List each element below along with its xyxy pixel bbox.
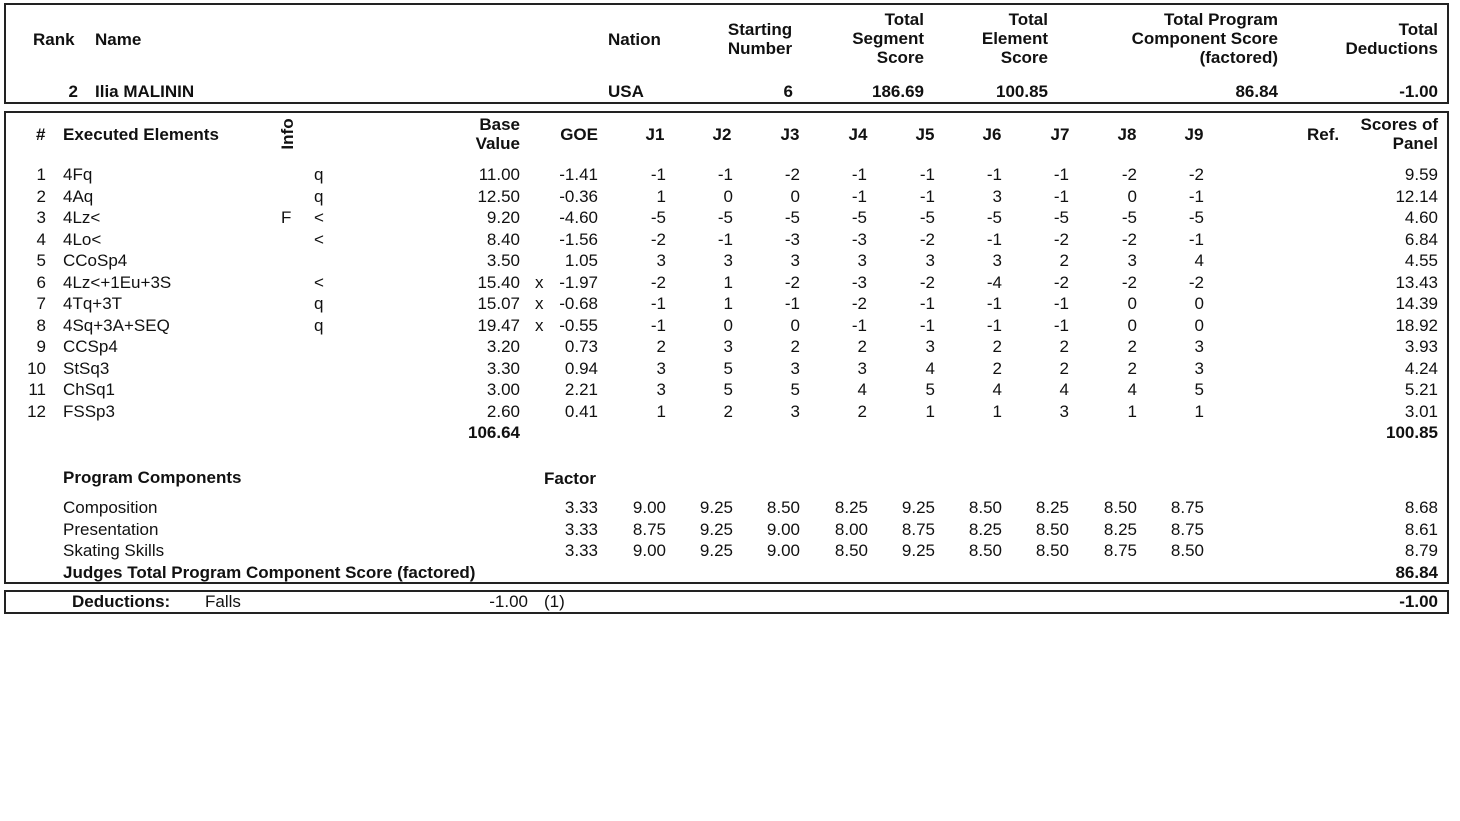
element-judge-score-j2: 0 bbox=[723, 316, 733, 335]
element-info-flag: F bbox=[281, 208, 292, 227]
element-judge-score-j7: 2 bbox=[1059, 251, 1069, 270]
component-judge-score-j7: 8.50 bbox=[1035, 520, 1069, 539]
element-number: 7 bbox=[36, 294, 46, 313]
element-judge-score-j4: -1 bbox=[851, 165, 867, 184]
tes-header: Total Element Score bbox=[981, 10, 1048, 67]
element-judge-score-j2: 3 bbox=[723, 251, 733, 270]
element-number: 9 bbox=[36, 337, 46, 356]
element-judge-score-j3: 5 bbox=[790, 380, 800, 399]
element-judge-score-j9: 1 bbox=[1194, 402, 1204, 421]
component-judge-score-j7: 8.25 bbox=[1035, 498, 1069, 517]
component-judge-score-j2: 9.25 bbox=[699, 520, 733, 539]
component-judge-score-j8: 8.75 bbox=[1103, 541, 1137, 560]
judge-header-j1: J1 bbox=[645, 125, 665, 144]
component-judge-score-j3: 9.00 bbox=[766, 520, 800, 539]
element-judge-score-j2: 5 bbox=[723, 380, 733, 399]
element-number: 11 bbox=[28, 380, 46, 399]
element-base-value: 3.30 bbox=[486, 359, 520, 378]
element-judge-score-j5: -2 bbox=[919, 273, 935, 292]
element-judge-score-j9: 4 bbox=[1194, 251, 1204, 270]
element-judge-score-j3: -5 bbox=[784, 208, 800, 227]
element-judge-score-j8: 4 bbox=[1127, 380, 1137, 399]
element-panel-score: 3.93 bbox=[1404, 337, 1438, 356]
component-judge-score-j8: 8.25 bbox=[1103, 520, 1137, 539]
element-base-value: 12.50 bbox=[477, 187, 520, 206]
element-judge-score-j5: 4 bbox=[925, 359, 935, 378]
element-base-value: 15.40 bbox=[477, 273, 520, 292]
skater-deductions: -1.00 bbox=[1399, 82, 1438, 101]
element-judge-score-j3: 0 bbox=[790, 187, 800, 206]
element-name: 4Lz< bbox=[63, 208, 101, 227]
element-judge-score-j4: 2 bbox=[857, 402, 867, 421]
program-components-title: Program Components bbox=[63, 468, 242, 487]
element-judge-score-j5: 5 bbox=[925, 380, 935, 399]
element-goe: 1.05 bbox=[564, 251, 598, 270]
component-panel-score: 8.79 bbox=[1404, 541, 1438, 560]
element-judge-score-j3: 3 bbox=[790, 359, 800, 378]
element-panel-score: 3.01 bbox=[1404, 402, 1438, 421]
element-judge-score-j6: -1 bbox=[986, 165, 1002, 184]
component-judge-score-j1: 9.00 bbox=[632, 541, 666, 560]
element-judge-score-j1: 1 bbox=[656, 187, 666, 206]
element-judge-score-j2: 0 bbox=[723, 187, 733, 206]
element-judge-score-j9: -2 bbox=[1188, 165, 1204, 184]
element-judge-score-j3: -1 bbox=[784, 294, 800, 313]
element-judge-score-j1: 1 bbox=[656, 402, 666, 421]
element-panel-score: 13.43 bbox=[1395, 273, 1438, 292]
element-base-value: 9.20 bbox=[486, 208, 520, 227]
element-judge-score-j8: 0 bbox=[1127, 187, 1137, 206]
judge-header-j4: J4 bbox=[848, 125, 868, 144]
element-name: 4Lz<+1Eu+3S bbox=[63, 273, 172, 292]
element-base-value: 15.07 bbox=[477, 294, 520, 313]
element-panel-score: 9.59 bbox=[1404, 165, 1438, 184]
element-judge-score-j8: 3 bbox=[1127, 251, 1137, 270]
element-judge-score-j5: -1 bbox=[919, 187, 935, 206]
component-judge-score-j9: 8.50 bbox=[1170, 541, 1204, 560]
element-judge-score-j4: -3 bbox=[851, 230, 867, 249]
deductions-total: -1.00 bbox=[1399, 592, 1438, 611]
element-panel-score: 14.39 bbox=[1395, 294, 1438, 313]
element-judge-score-j1: 3 bbox=[656, 359, 666, 378]
element-judge-score-j9: 3 bbox=[1194, 337, 1204, 356]
element-judge-score-j6: 2 bbox=[992, 359, 1002, 378]
element-judge-score-j6: 3 bbox=[992, 251, 1002, 270]
element-judge-score-j4: 3 bbox=[857, 251, 867, 270]
element-judge-score-j8: -2 bbox=[1121, 165, 1137, 184]
element-info: q bbox=[314, 165, 324, 184]
element-judge-score-j5: -1 bbox=[919, 316, 935, 335]
element-judge-score-j1: -2 bbox=[650, 273, 666, 292]
element-judge-score-j9: 0 bbox=[1194, 316, 1204, 335]
element-goe: -0.68 bbox=[559, 294, 598, 313]
element-judge-score-j7: -5 bbox=[1053, 208, 1069, 227]
element-name: FSSp3 bbox=[63, 402, 115, 421]
element-judge-score-j4: 4 bbox=[857, 380, 867, 399]
element-info: q bbox=[314, 294, 324, 313]
component-judge-score-j9: 8.75 bbox=[1170, 520, 1204, 539]
element-judge-score-j8: 2 bbox=[1127, 337, 1137, 356]
element-panel-score: 5.21 bbox=[1404, 380, 1438, 399]
component-judge-score-j3: 8.50 bbox=[766, 498, 800, 517]
element-judge-score-j6: 4 bbox=[992, 380, 1002, 399]
component-judge-score-j5: 9.25 bbox=[901, 498, 935, 517]
element-judge-score-j9: -2 bbox=[1188, 273, 1204, 292]
deductions-header: Total Deductions bbox=[1345, 20, 1438, 58]
element-bonus-marker: x bbox=[535, 294, 544, 313]
element-number: 8 bbox=[36, 316, 46, 335]
element-panel-score: 6.84 bbox=[1404, 230, 1438, 249]
component-panel-score: 8.68 bbox=[1404, 498, 1438, 517]
deductions-count: (1) bbox=[544, 592, 565, 611]
element-bonus-marker: x bbox=[535, 316, 544, 335]
element-judge-score-j8: 2 bbox=[1127, 359, 1137, 378]
element-judge-score-j8: 1 bbox=[1127, 402, 1137, 421]
element-judge-score-j7: 2 bbox=[1059, 359, 1069, 378]
element-base-value: 19.47 bbox=[477, 316, 520, 335]
element-bonus-marker: x bbox=[535, 273, 544, 292]
element-goe: -4.60 bbox=[559, 208, 598, 227]
element-judge-score-j2: 1 bbox=[723, 294, 733, 313]
component-name: Skating Skills bbox=[63, 541, 165, 560]
element-judge-score-j3: -2 bbox=[784, 273, 800, 292]
element-judge-score-j1: 3 bbox=[656, 380, 666, 399]
judge-header-j5: J5 bbox=[915, 125, 935, 144]
component-judge-score-j2: 9.25 bbox=[699, 498, 733, 517]
element-base-value: 3.20 bbox=[486, 337, 520, 356]
element-judge-score-j1: -1 bbox=[650, 316, 666, 335]
element-judge-score-j7: 4 bbox=[1059, 380, 1069, 399]
element-judge-score-j4: -5 bbox=[851, 208, 867, 227]
component-judge-score-j5: 8.75 bbox=[901, 520, 935, 539]
element-info: < bbox=[314, 273, 324, 292]
element-judge-score-j1: -1 bbox=[650, 294, 666, 313]
element-judge-score-j7: 2 bbox=[1059, 337, 1069, 356]
element-judge-score-j3: -2 bbox=[784, 165, 800, 184]
base-value-total: 106.64 bbox=[468, 423, 520, 442]
element-judge-score-j4: 2 bbox=[857, 337, 867, 356]
element-base-value: 2.60 bbox=[486, 402, 520, 421]
skater-tss: 186.69 bbox=[872, 82, 924, 101]
element-judge-score-j5: 3 bbox=[925, 337, 935, 356]
judge-header-j3: J3 bbox=[780, 125, 800, 144]
element-number: 2 bbox=[36, 187, 46, 206]
element-base-value: 3.50 bbox=[486, 251, 520, 270]
element-goe: 0.94 bbox=[564, 359, 598, 378]
element-number: 1 bbox=[36, 165, 46, 184]
element-judge-score-j7: -1 bbox=[1053, 316, 1069, 335]
executed-elements-header: Executed Elements bbox=[63, 125, 219, 144]
element-panel-score: 12.14 bbox=[1395, 187, 1438, 206]
element-number: 12 bbox=[27, 402, 46, 421]
skater-name: Ilia MALININ bbox=[95, 82, 195, 101]
element-goe: -0.55 bbox=[559, 316, 598, 335]
factor-header: Factor bbox=[544, 469, 596, 488]
element-judge-score-j5: 1 bbox=[925, 402, 935, 421]
element-judge-score-j9: 0 bbox=[1194, 294, 1204, 313]
element-judge-score-j9: -1 bbox=[1188, 230, 1204, 249]
element-judge-score-j8: 0 bbox=[1127, 316, 1137, 335]
element-goe: -1.56 bbox=[559, 230, 598, 249]
element-goe: -1.41 bbox=[559, 165, 598, 184]
judge-header-j9: J9 bbox=[1184, 125, 1204, 144]
component-judge-score-j1: 8.75 bbox=[632, 520, 666, 539]
component-judge-score-j1: 9.00 bbox=[632, 498, 666, 517]
element-panel-score: 18.92 bbox=[1395, 316, 1438, 335]
panel-score-total: 100.85 bbox=[1386, 423, 1438, 442]
element-base-value: 3.00 bbox=[486, 380, 520, 399]
element-judge-score-j8: -2 bbox=[1121, 230, 1137, 249]
element-judge-score-j6: 2 bbox=[992, 337, 1002, 356]
element-panel-score: 4.55 bbox=[1404, 251, 1438, 270]
element-judge-score-j1: -2 bbox=[650, 230, 666, 249]
skater-rank: 2 bbox=[68, 82, 78, 101]
component-name: Presentation bbox=[63, 520, 159, 539]
element-name: 4Lo< bbox=[63, 230, 102, 249]
element-judge-score-j4: -1 bbox=[851, 316, 867, 335]
element-judge-score-j8: 0 bbox=[1127, 294, 1137, 313]
element-base-value: 11.00 bbox=[478, 165, 520, 184]
component-judge-score-j5: 9.25 bbox=[901, 541, 935, 560]
component-factor: 3.33 bbox=[564, 520, 598, 539]
pcs-header: Total Program Component Score (factored) bbox=[1131, 10, 1278, 67]
element-panel-score: 4.24 bbox=[1404, 359, 1438, 378]
element-name: 4Fq bbox=[63, 165, 93, 184]
element-number: 6 bbox=[36, 273, 46, 292]
skater-pcs: 86.84 bbox=[1235, 82, 1278, 101]
component-name: Composition bbox=[63, 498, 158, 517]
component-judge-score-j8: 8.50 bbox=[1103, 498, 1137, 517]
component-judge-score-j6: 8.25 bbox=[968, 520, 1002, 539]
info-header: Info bbox=[278, 118, 297, 150]
element-judge-score-j6: -5 bbox=[986, 208, 1002, 227]
element-name: ChSq1 bbox=[63, 380, 115, 399]
ref-header: Ref. bbox=[1307, 125, 1340, 144]
element-judge-score-j6: -1 bbox=[986, 316, 1002, 335]
component-factor: 3.33 bbox=[564, 498, 598, 517]
tss-header: Total Segment Score bbox=[852, 10, 924, 67]
elements-num-header: # bbox=[36, 125, 46, 144]
judge-header-j2: J2 bbox=[712, 125, 732, 144]
element-goe: 0.41 bbox=[564, 402, 598, 421]
element-judge-score-j7: -2 bbox=[1053, 230, 1069, 249]
element-panel-score: 4.60 bbox=[1404, 208, 1438, 227]
element-number: 3 bbox=[36, 208, 46, 227]
element-judge-score-j9: -1 bbox=[1188, 187, 1204, 206]
goe-header: GOE bbox=[560, 125, 598, 144]
component-judge-score-j3: 9.00 bbox=[766, 541, 800, 560]
element-number: 4 bbox=[36, 230, 46, 249]
element-goe: -1.97 bbox=[559, 273, 598, 292]
scores-of-panel-header: Scores of Panel bbox=[1360, 115, 1438, 153]
element-judge-score-j2: -1 bbox=[717, 165, 733, 184]
element-judge-score-j2: 5 bbox=[723, 359, 733, 378]
element-info: < bbox=[314, 208, 324, 227]
element-name: StSq3 bbox=[63, 359, 110, 378]
element-judge-score-j5: -5 bbox=[919, 208, 935, 227]
component-judge-score-j6: 8.50 bbox=[968, 541, 1002, 560]
element-name: 4Aq bbox=[63, 187, 94, 206]
element-name: 4Sq+3A+SEQ bbox=[63, 316, 170, 335]
element-judge-score-j6: -1 bbox=[986, 230, 1002, 249]
element-judge-score-j8: -2 bbox=[1121, 273, 1137, 292]
element-judge-score-j8: -5 bbox=[1121, 208, 1137, 227]
element-judge-score-j2: 1 bbox=[723, 273, 733, 292]
element-judge-score-j7: -1 bbox=[1053, 294, 1069, 313]
element-base-value: 8.40 bbox=[486, 230, 520, 249]
component-judge-score-j4: 8.00 bbox=[834, 520, 868, 539]
element-judge-score-j3: 0 bbox=[790, 316, 800, 335]
skater-tes: 100.85 bbox=[996, 82, 1048, 101]
element-judge-score-j6: -4 bbox=[986, 273, 1002, 292]
element-goe: 0.73 bbox=[564, 337, 598, 356]
judge-header-j8: J8 bbox=[1117, 125, 1137, 144]
element-judge-score-j9: 5 bbox=[1194, 380, 1204, 399]
element-judge-score-j7: -2 bbox=[1053, 273, 1069, 292]
element-judge-score-j7: 3 bbox=[1059, 402, 1069, 421]
deductions-label: Deductions: bbox=[72, 592, 171, 611]
component-judge-score-j4: 8.50 bbox=[834, 541, 868, 560]
base-value-header: Base Value bbox=[475, 115, 520, 153]
element-judge-score-j9: -5 bbox=[1188, 208, 1204, 227]
element-judge-score-j1: 2 bbox=[656, 337, 666, 356]
element-goe: -0.36 bbox=[559, 187, 598, 206]
element-judge-score-j7: -1 bbox=[1053, 165, 1069, 184]
deductions-type: Falls bbox=[205, 592, 241, 611]
deductions-value: -1.00 bbox=[489, 592, 528, 611]
rank-header: Rank bbox=[33, 30, 75, 49]
starting-number-header: Starting Number bbox=[727, 20, 793, 58]
judges-total-pcs-value: 86.84 bbox=[1395, 563, 1438, 582]
component-judge-score-j4: 8.25 bbox=[834, 498, 868, 517]
element-judge-score-j6: 3 bbox=[992, 187, 1002, 206]
component-judge-score-j7: 8.50 bbox=[1035, 541, 1069, 560]
element-judge-score-j3: 3 bbox=[790, 402, 800, 421]
element-judge-score-j4: 3 bbox=[857, 359, 867, 378]
element-judge-score-j2: 3 bbox=[723, 337, 733, 356]
element-name: CCSp4 bbox=[63, 337, 118, 356]
element-name: CCoSp4 bbox=[63, 251, 128, 270]
judges-total-pcs-label: Judges Total Program Component Score (factored) bbox=[63, 563, 476, 582]
element-judge-score-j1: -1 bbox=[650, 165, 666, 184]
element-info: < bbox=[314, 230, 324, 249]
component-panel-score: 8.61 bbox=[1404, 520, 1438, 539]
element-judge-score-j7: -1 bbox=[1053, 187, 1069, 206]
element-judge-score-j1: -5 bbox=[650, 208, 666, 227]
skater-starting-number: 6 bbox=[783, 82, 793, 101]
element-judge-score-j5: 3 bbox=[925, 251, 935, 270]
nation-header: Nation bbox=[608, 30, 661, 49]
element-judge-score-j3: -3 bbox=[784, 230, 800, 249]
element-judge-score-j5: -2 bbox=[919, 230, 935, 249]
component-judge-score-j6: 8.50 bbox=[968, 498, 1002, 517]
element-judge-score-j1: 3 bbox=[656, 251, 666, 270]
element-number: 10 bbox=[27, 359, 46, 378]
judge-header-j7: J7 bbox=[1050, 125, 1070, 144]
element-info: q bbox=[314, 187, 324, 206]
element-judge-score-j4: -3 bbox=[851, 273, 867, 292]
element-judge-score-j4: -2 bbox=[851, 294, 867, 313]
element-judge-score-j2: -5 bbox=[717, 208, 733, 227]
component-factor: 3.33 bbox=[564, 541, 598, 560]
element-judge-score-j6: 1 bbox=[992, 402, 1002, 421]
element-judge-score-j2: 2 bbox=[723, 402, 733, 421]
component-judge-score-j2: 9.25 bbox=[699, 541, 733, 560]
element-number: 5 bbox=[36, 251, 46, 270]
name-header: Name bbox=[95, 30, 142, 49]
element-judge-score-j3: 2 bbox=[790, 337, 800, 356]
element-goe: 2.21 bbox=[564, 380, 598, 399]
element-judge-score-j9: 3 bbox=[1194, 359, 1204, 378]
skater-nation: USA bbox=[608, 82, 644, 101]
element-judge-score-j6: -1 bbox=[986, 294, 1002, 313]
element-judge-score-j2: -1 bbox=[717, 230, 733, 249]
element-judge-score-j3: 3 bbox=[790, 251, 800, 270]
judge-header-j6: J6 bbox=[982, 125, 1002, 144]
component-judge-score-j9: 8.75 bbox=[1170, 498, 1204, 517]
element-judge-score-j4: -1 bbox=[851, 187, 867, 206]
element-judge-score-j5: -1 bbox=[919, 294, 935, 313]
element-info: q bbox=[314, 316, 324, 335]
element-judge-score-j5: -1 bbox=[919, 165, 935, 184]
element-name: 4Tq+3T bbox=[63, 294, 123, 313]
